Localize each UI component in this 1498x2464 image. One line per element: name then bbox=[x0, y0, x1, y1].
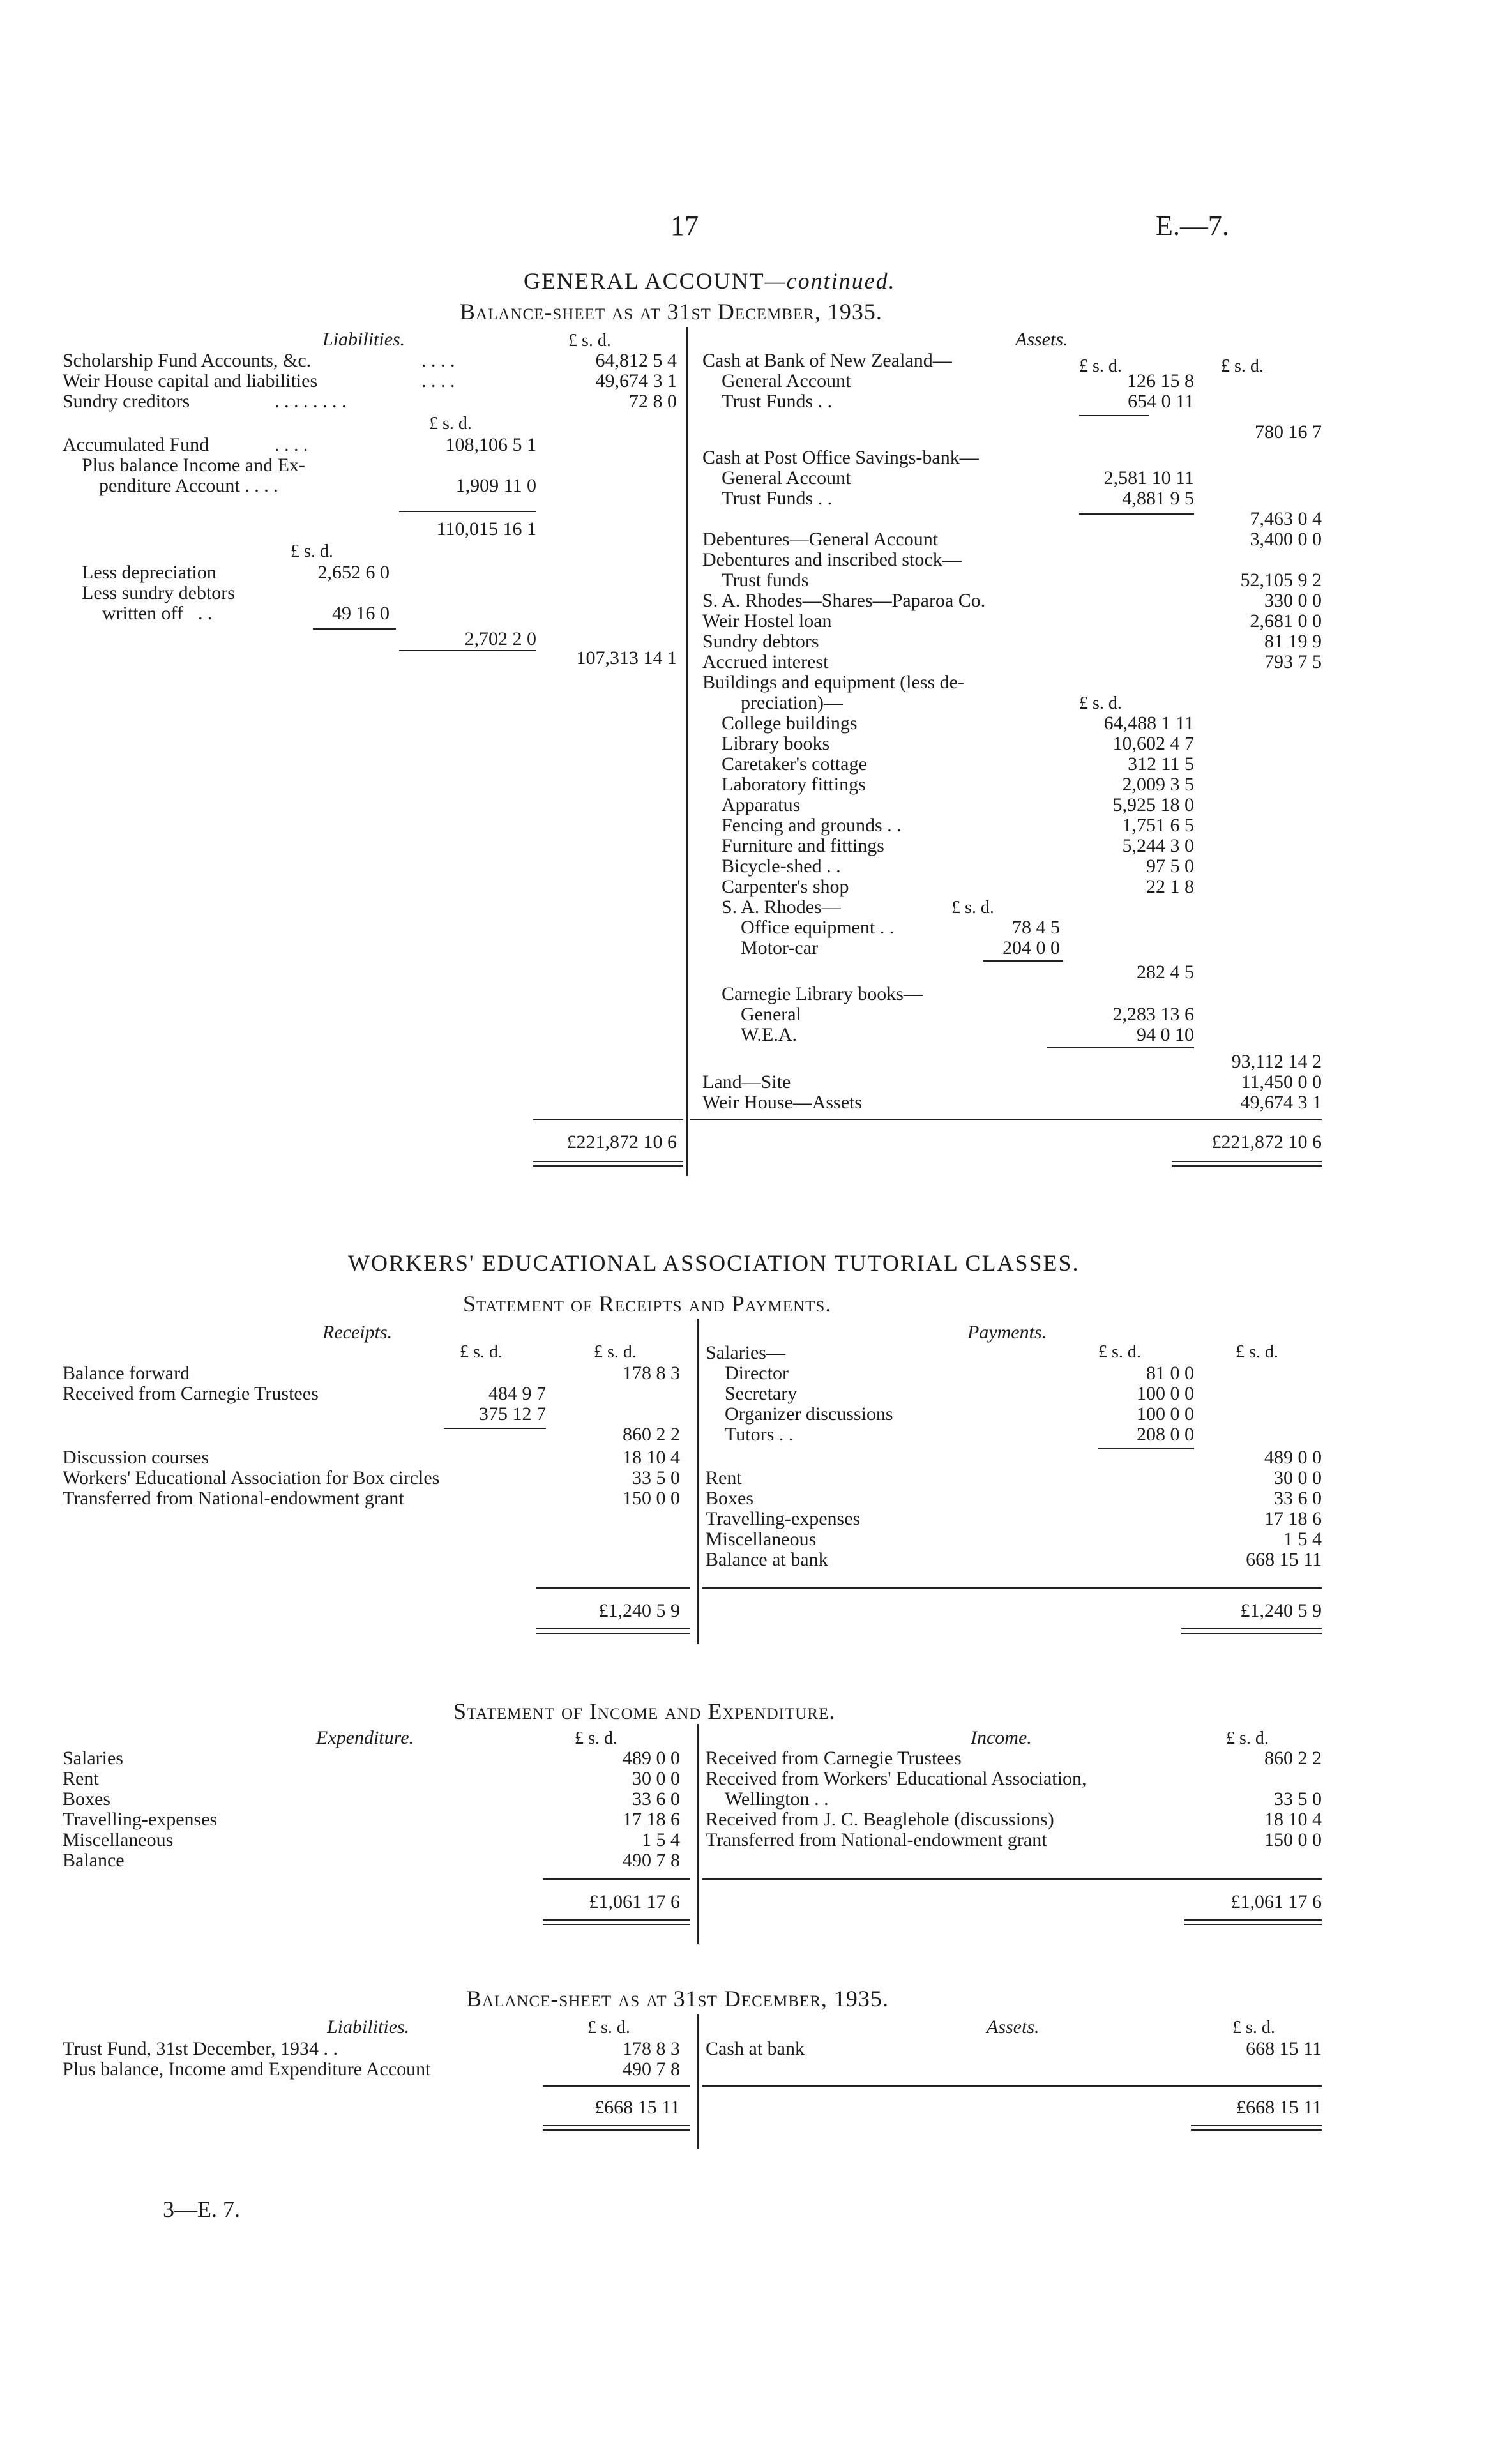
rule bbox=[702, 1878, 1322, 1880]
weir-assets-label: Weir House—Assets bbox=[702, 1092, 863, 1113]
column-divider bbox=[697, 2014, 699, 2149]
plus-balance-ie-label: Plus balance, Income amd Expenditure Account bbox=[63, 2059, 431, 2080]
expenditure-label: Balance bbox=[63, 1850, 125, 1871]
bnz-general-label: General Account bbox=[722, 370, 851, 391]
trust-fund-amount: 178 8 3 bbox=[623, 2038, 680, 2059]
bnz-general-amount: 126 15 8 bbox=[1127, 370, 1194, 391]
payment-amount: 1 5 4 bbox=[1283, 1529, 1322, 1550]
expenditure-label: Boxes bbox=[63, 1788, 110, 1810]
double-rule bbox=[1172, 1161, 1322, 1167]
rule bbox=[1047, 1047, 1194, 1048]
leader-dots: . . . . . . . . bbox=[275, 391, 347, 412]
weir-assets-amount: 49,674 3 1 bbox=[1240, 1092, 1322, 1113]
building-amount: 97 5 0 bbox=[1146, 856, 1194, 877]
payment-label: Miscellaneous bbox=[706, 1529, 817, 1550]
payment-amount: 33 6 0 bbox=[1274, 1488, 1322, 1509]
leader-dots: . . . . bbox=[421, 370, 455, 391]
income-national-amount: 150 0 0 bbox=[1264, 1829, 1322, 1850]
double-rule bbox=[1191, 2125, 1322, 2131]
bnz-label: Cash at Bank of New Zealand— bbox=[702, 350, 952, 371]
expenditure-label: Miscellaneous bbox=[63, 1829, 174, 1850]
rule bbox=[533, 1119, 683, 1120]
salary-amount: 208 0 0 bbox=[1137, 1424, 1194, 1445]
expenditure-amount: 490 7 8 bbox=[623, 1850, 680, 1871]
discussion-amount: 18 10 4 bbox=[623, 1447, 680, 1468]
column-head: £ s. d. bbox=[429, 414, 472, 434]
payment-amount: 17 18 6 bbox=[1264, 1508, 1322, 1529]
receipts-payments-title: Statement of Receipts and Payments. bbox=[463, 1291, 832, 1317]
balance-forward-label: Balance forward bbox=[63, 1363, 190, 1384]
building-label: Caretaker's cottage bbox=[722, 753, 867, 775]
rhodes-total: 282 4 5 bbox=[1137, 962, 1194, 983]
building-label: Carpenter's shop bbox=[722, 876, 849, 897]
double-rule bbox=[543, 1919, 690, 1925]
payments-total: £1,240 5 9 bbox=[1240, 1600, 1322, 1621]
accrued-interest-amount: 793 7 5 bbox=[1264, 651, 1322, 672]
accumulated-fund-amount: 108,106 5 1 bbox=[445, 434, 536, 455]
accrued-interest-label: Accrued interest bbox=[702, 651, 829, 672]
leader-dots: . . . . bbox=[275, 434, 308, 455]
payments-heading: Payments. bbox=[967, 1322, 1047, 1343]
rule bbox=[702, 1587, 1322, 1589]
written-off-amount: 49 16 0 bbox=[332, 603, 390, 624]
salary-label: Tutors . . bbox=[725, 1424, 794, 1445]
payment-label: Balance at bank bbox=[706, 1549, 828, 1570]
bnz-trust-label: Trust Funds . . bbox=[722, 391, 833, 412]
office-equipment-label: Office equipment . . bbox=[741, 917, 895, 938]
payment-amount: 30 0 0 bbox=[1274, 1467, 1322, 1488]
general-account-title: GENERAL ACCOUNT—continued. bbox=[524, 268, 896, 294]
income-expenditure-title: Statement of Income and Expenditure. bbox=[453, 1698, 836, 1724]
office-equipment-amount: 78 4 5 bbox=[1012, 917, 1060, 938]
income-total: £1,061 17 6 bbox=[1230, 1891, 1322, 1912]
salary-label: Organizer discussions bbox=[725, 1403, 893, 1425]
building-amount: 10,602 4 7 bbox=[1112, 733, 1194, 754]
salary-label: Secretary bbox=[725, 1383, 798, 1404]
wea-assets-heading: Assets. bbox=[987, 2016, 1040, 2037]
assets-column-head-mid: £ s. d. bbox=[1079, 356, 1122, 376]
payment-label: Travelling-expenses bbox=[706, 1508, 861, 1529]
carnegie-receipt-a2: 375 12 7 bbox=[479, 1403, 546, 1425]
building-amount: 64,488 1 11 bbox=[1103, 713, 1194, 734]
column-head: £ s. d. bbox=[1226, 1728, 1269, 1748]
wea-balance-sheet-title: Balance-sheet as at 31st December, 1935. bbox=[466, 1986, 889, 2011]
rule bbox=[536, 1587, 690, 1589]
income-heading: Income. bbox=[971, 1727, 1032, 1748]
sundry-debtors-label: Sundry debtors bbox=[702, 631, 819, 652]
plus-balance-amount: 1,909 11 0 bbox=[455, 475, 536, 496]
national-grant-amount: 150 0 0 bbox=[623, 1488, 680, 1509]
wea-title: WORKERS' EDUCATIONAL ASSOCIATION TUTORIAL CLASSES. bbox=[348, 1250, 1080, 1276]
balance-sheet-subtitle: Balance-sheet as at 31st December, 1935. bbox=[460, 299, 882, 324]
sundry-creditors-label: Sundry creditors bbox=[63, 391, 190, 412]
column-head: £ s. d. bbox=[587, 2018, 630, 2037]
carnegie-receipt-a1: 484 9 7 bbox=[488, 1383, 546, 1404]
double-rule bbox=[533, 1161, 683, 1167]
page-number: 17 bbox=[670, 210, 699, 241]
motor-car-label: Motor-car bbox=[741, 937, 819, 958]
weir-amount: 49,674 3 1 bbox=[595, 370, 677, 391]
income-wellington-label: Wellington . . bbox=[725, 1788, 829, 1810]
double-rule bbox=[543, 2125, 690, 2131]
plus-balance-ie-amount: 490 7 8 bbox=[623, 2059, 680, 2080]
column-head: £ s. d. bbox=[1079, 693, 1122, 713]
bnz-total: 780 16 7 bbox=[1255, 421, 1322, 442]
rhodes-label: S. A. Rhodes— bbox=[722, 896, 841, 918]
posb-label: Cash at Post Office Savings-bank— bbox=[702, 447, 979, 468]
carnegie-wea-amount: 94 0 10 bbox=[1137, 1024, 1194, 1045]
salary-label: Director bbox=[725, 1363, 789, 1384]
building-label: Library books bbox=[722, 733, 830, 754]
rule bbox=[1079, 415, 1149, 416]
building-label: Apparatus bbox=[722, 794, 801, 815]
column-divider bbox=[686, 327, 688, 1176]
wea-assets-total: £668 15 11 bbox=[1236, 2097, 1322, 2118]
rule bbox=[543, 2085, 690, 2087]
income-wea-label: Received from Workers' Educational Association, bbox=[706, 1768, 1087, 1789]
receipts-heading: Receipts. bbox=[322, 1322, 393, 1343]
wea-liabilities-heading: Liabilities. bbox=[327, 2016, 410, 2037]
carnegie-general-amount: 2,283 13 6 bbox=[1112, 1004, 1194, 1025]
salary-amount: 81 0 0 bbox=[1146, 1363, 1194, 1384]
less-depreciation-amount: 2,652 6 0 bbox=[317, 562, 390, 583]
carnegie-wea-label: W.E.A. bbox=[741, 1024, 798, 1045]
column-head: £ s. d. bbox=[951, 898, 994, 918]
building-amount: 5,244 3 0 bbox=[1122, 835, 1194, 856]
bnz-trust-amount: 654 0 11 bbox=[1128, 391, 1194, 412]
accumulated-fund-label: Accumulated Fund bbox=[63, 434, 209, 455]
double-rule bbox=[1181, 1628, 1322, 1634]
carnegie-receipt-total: 860 2 2 bbox=[623, 1424, 680, 1445]
less-sundry-label: Less sundry debtors bbox=[82, 582, 235, 603]
less-depreciation-label: Less depreciation bbox=[82, 562, 216, 583]
expenditure-amount: 17 18 6 bbox=[623, 1809, 680, 1830]
footer-signature: 3—E. 7. bbox=[163, 2196, 240, 2222]
rule bbox=[543, 1878, 690, 1880]
receipts-total: £1,240 5 9 bbox=[598, 1600, 680, 1621]
carnegie-label: Carnegie Library books— bbox=[722, 983, 923, 1004]
expenditure-amount: 30 0 0 bbox=[632, 1768, 680, 1789]
leader-dots: . . bbox=[198, 603, 213, 624]
building-label: Laboratory fittings bbox=[722, 774, 866, 795]
wea-liabilities-total: £668 15 11 bbox=[594, 2097, 680, 2118]
double-rule bbox=[536, 1628, 690, 1634]
rhodes-shares-label: S. A. Rhodes—Shares—Paparoa Co. bbox=[702, 590, 986, 611]
expenditure-label: Travelling-expenses bbox=[63, 1809, 218, 1830]
weir-label: Weir House capital and liabilities bbox=[63, 370, 318, 391]
trust-fund-label: Trust Fund, 31st December, 1934 . . bbox=[63, 2038, 338, 2059]
liabilities-column-head: £ s. d. bbox=[568, 331, 611, 351]
leader-dots: . . . . bbox=[421, 350, 455, 371]
building-label: Furniture and fittings bbox=[722, 835, 884, 856]
written-off-label: written off bbox=[102, 603, 183, 624]
plus-balance-line2: penditure Account . . . . bbox=[99, 475, 278, 496]
assets-column-head-right: £ s. d. bbox=[1221, 356, 1264, 376]
debentures-general-label: Debentures—General Account bbox=[702, 529, 939, 550]
box-circles-amount: 33 5 0 bbox=[632, 1467, 680, 1488]
building-amount: 312 11 5 bbox=[1128, 753, 1194, 775]
land-label: Land—Site bbox=[702, 1071, 791, 1092]
weir-hostel-label: Weir Hostel loan bbox=[702, 610, 832, 631]
building-label: Bicycle-shed . . bbox=[722, 856, 841, 877]
expenditure-amount: 1 5 4 bbox=[642, 1829, 680, 1850]
debentures-stock-label: Debentures and inscribed stock— bbox=[702, 549, 962, 570]
income-wellington-amount: 33 5 0 bbox=[1274, 1788, 1322, 1810]
document-reference: E.—7. bbox=[1156, 210, 1229, 241]
rule bbox=[399, 511, 536, 512]
building-amount: 2,009 3 5 bbox=[1122, 774, 1194, 795]
box-circles-label: Workers' Educational Association for Box circles bbox=[63, 1467, 440, 1488]
liabilities-heading: Liabilities. bbox=[322, 329, 405, 350]
income-beaglehole-label: Received from J. C. Beaglehole (discussions) bbox=[706, 1809, 1054, 1830]
expenditure-total: £1,061 17 6 bbox=[589, 1891, 680, 1912]
liabilities-grand-total: £221,872 10 6 bbox=[566, 1131, 677, 1153]
column-head: £ s. d. bbox=[291, 541, 333, 561]
posb-general-amount: 2,581 10 11 bbox=[1103, 467, 1194, 488]
income-beaglehole-amount: 18 10 4 bbox=[1264, 1809, 1322, 1830]
weir-hostel-amount: 2,681 0 0 bbox=[1250, 610, 1322, 631]
building-amount: 22 1 8 bbox=[1146, 876, 1194, 897]
less-total-amount: 2,702 2 0 bbox=[464, 628, 536, 649]
discussion-label: Discussion courses bbox=[63, 1447, 209, 1468]
buildings-total: 93,112 14 2 bbox=[1231, 1051, 1322, 1072]
motor-car-amount: 204 0 0 bbox=[1002, 937, 1060, 958]
scholarship-amount: 64,812 5 4 bbox=[595, 350, 677, 371]
building-amount: 1,751 6 5 bbox=[1122, 815, 1194, 836]
posb-total: 7,463 0 4 bbox=[1250, 508, 1322, 529]
sundry-debtors-amount: 81 19 9 bbox=[1264, 631, 1322, 652]
balance-forward-amount: 178 8 3 bbox=[623, 1363, 680, 1384]
salary-amount: 100 0 0 bbox=[1137, 1403, 1194, 1425]
income-carnegie-amount: 860 2 2 bbox=[1264, 1748, 1322, 1769]
building-amount: 5,925 18 0 bbox=[1112, 794, 1194, 815]
posb-trust-label: Trust Funds . . bbox=[722, 488, 833, 509]
assets-grand-total: £221,872 10 6 bbox=[1211, 1131, 1322, 1153]
column-head: £ s. d. bbox=[1236, 1342, 1278, 1362]
building-label: Fencing and grounds . . bbox=[722, 815, 902, 836]
payment-label: Rent bbox=[706, 1467, 742, 1488]
payment-amount: 668 15 11 bbox=[1246, 1549, 1322, 1570]
salary-amount: 100 0 0 bbox=[1137, 1383, 1194, 1404]
carnegie-receipt-label: Received from Carnegie Trustees bbox=[63, 1383, 319, 1404]
depreciation-label: preciation)— bbox=[741, 692, 843, 713]
expenditure-heading: Expenditure. bbox=[316, 1727, 414, 1748]
posb-general-label: General Account bbox=[722, 467, 851, 488]
payment-label: Boxes bbox=[706, 1488, 753, 1509]
income-national-label: Transferred from National-endowment grant bbox=[706, 1829, 1047, 1850]
expenditure-amount: 489 0 0 bbox=[623, 1748, 680, 1769]
assets-heading: Assets. bbox=[1015, 329, 1068, 350]
expenditure-amount: 33 6 0 bbox=[632, 1788, 680, 1810]
trust-funds-label: Trust funds bbox=[722, 570, 809, 591]
buildings-label: Buildings and equipment (less de- bbox=[702, 672, 964, 693]
national-grant-label: Transferred from National-endowment grant bbox=[63, 1488, 404, 1509]
column-head: £ s. d. bbox=[1232, 2018, 1275, 2037]
salaries-total: 489 0 0 bbox=[1264, 1447, 1322, 1468]
expenditure-label: Rent bbox=[63, 1768, 99, 1789]
column-divider bbox=[697, 1724, 699, 1944]
rule bbox=[702, 2085, 1322, 2087]
plus-balance-line1: Plus balance Income and Ex- bbox=[82, 455, 305, 476]
salaries-label: Salaries— bbox=[706, 1342, 785, 1363]
cash-at-bank-label: Cash at bank bbox=[706, 2038, 805, 2059]
trust-funds-amount: 52,105 9 2 bbox=[1240, 570, 1322, 591]
building-label: College buildings bbox=[722, 713, 858, 734]
column-head: £ s. d. bbox=[460, 1342, 503, 1362]
cash-at-bank-amount: 668 15 11 bbox=[1246, 2038, 1322, 2059]
column-head: £ s. d. bbox=[1098, 1342, 1141, 1362]
carnegie-general-label: General bbox=[741, 1004, 801, 1025]
income-carnegie-label: Received from Carnegie Trustees bbox=[706, 1748, 962, 1769]
rhodes-shares-amount: 330 0 0 bbox=[1264, 590, 1322, 611]
scholarship-label: Scholarship Fund Accounts, &c. bbox=[63, 350, 312, 371]
rule bbox=[690, 1119, 1322, 1120]
debentures-general-amount: 3,400 0 0 bbox=[1250, 529, 1322, 550]
subtotal-amount: 110,015 16 1 bbox=[436, 518, 536, 540]
sundry-creditors-amount: 72 8 0 bbox=[629, 391, 677, 412]
net-amount: 107,313 14 1 bbox=[576, 647, 677, 669]
expenditure-label: Salaries bbox=[63, 1748, 123, 1769]
double-rule bbox=[1184, 1919, 1322, 1925]
posb-trust-amount: 4,881 9 5 bbox=[1122, 488, 1194, 509]
land-amount: 11,450 0 0 bbox=[1241, 1071, 1322, 1092]
column-head: £ s. d. bbox=[594, 1342, 637, 1362]
column-head: £ s. d. bbox=[575, 1728, 617, 1748]
column-divider bbox=[697, 1319, 699, 1644]
